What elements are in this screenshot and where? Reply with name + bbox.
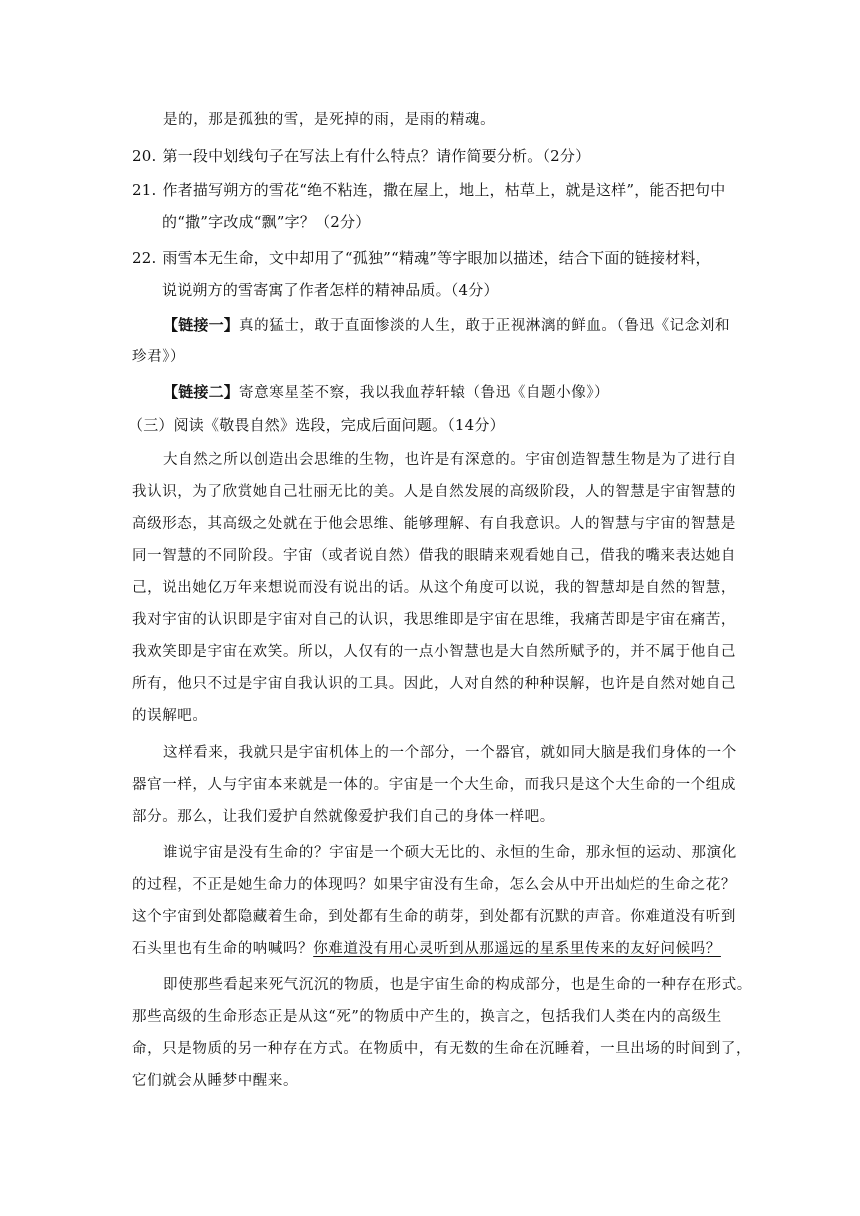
paragraph-3-line — [132, 939, 721, 959]
paragraph-1-line: 我对宇宙的认识即是宇宙对自己的认识，我思维即是宇宙在思维，我痛苦即是宇宙在痛苦， — [132, 612, 736, 628]
paragraph-4-line: 那些高级的生命形态正是从这“死”的物质中产生的，换言之，包括我们人类在内的高级生 — [132, 1009, 722, 1025]
paragraph-4-line: 它们就会从睡梦中醒来。 — [132, 1073, 299, 1089]
section-heading: （三）阅读《敬畏自然》选段，完成后面问题。（14分） — [128, 416, 505, 434]
paragraph-1-line: 己，说出她亿万年来想说而没有说出的话。从这个角度可以说，我的智慧却是自然的智慧， — [132, 580, 736, 596]
paragraph-3-line: 的过程，不正是她生命力的体现吗？如果宇宙没有生命，怎么会从中开出灿烂的生命之花？ — [132, 877, 736, 893]
paragraph-1-line: 我欢笑即是宇宙在欢笑。所以，人仅有的一点小智慧也是大自然所赋予的，并不属于他自己 — [132, 644, 736, 660]
paragraph-3-line: 谁说宇宙是没有生命的？宇宙是一个硕大无比的、永恒的生命，那永恒的运动、那演化 — [163, 845, 737, 861]
paragraph-4-line: 即使那些看起来死气沉沉的物质，也是宇宙生命的构成部分，也是生命的一种存在形式。 — [163, 977, 752, 993]
paragraph-1-line: 高级形态，其高级之处就在于他会思维、能够理解、有自我意识。人的智慧与宇宙的智慧是 — [132, 516, 736, 532]
paragraph-text: 石头里也有生命的呐喊吗？ — [132, 941, 314, 957]
question-number: 21. — [132, 181, 157, 199]
paragraph-1-line: 的误解吧。 — [132, 708, 208, 724]
paragraph-4-line: 命，只是物质的另一种存在方式。在物质中，有无数的生命在沉睡着，一旦出场的时间到了， — [132, 1041, 752, 1057]
paragraph-1-line: 我认识，为了欣赏她自己壮丽无比的美。人是自然发展的高级阶段，人的智慧是宇宙智慧的 — [132, 484, 736, 500]
question-21-cont: 的“撒”字改成“飘”字？（2分） — [162, 213, 371, 231]
underlined-sentence: 你难道没有用心灵听到从那遥远的星系里传来的友好问候吗？ — [313, 941, 721, 957]
link-tag: 【链接一】 — [163, 316, 240, 334]
paragraph-1-line: 同一智慧的不同阶段。宇宙（或者说自然）借我的眼睛来观看她自己，借我的嘴来表达她自 — [132, 548, 736, 564]
paragraph-3-line: 这个宇宙到处都隐藏着生命，到处都有生命的萌芽，到处都有沉默的声音。你难道没有听到 — [132, 909, 736, 925]
question-text: 第一段中划线句子在写法上有什么特点？请作简要分析。（2分） — [162, 147, 591, 165]
question-text: 作者描写朔方的雪花“绝不粘连，撒在屋上，地上，枯草上，就是这样”，能否把句中 — [162, 181, 726, 199]
paragraph-2-line: 器官一样，人与宇宙本来就是一体的。宇宙是一个大生命，而我只是这个大生命的一个组成 — [132, 777, 736, 793]
paragraph-1-line: 所有，他只不过是宇宙自我认识的工具。因此，人对自然的种种误解，也许是自然对她自己 — [132, 676, 736, 692]
top-line: 是的，那是孤独的雪，是死掉的雨，是雨的精魂。 — [163, 112, 496, 128]
link-text: 真的猛士，敢于直面惨淡的人生，敢于正视淋漓的鲜血。（鲁迅《记念刘和 — [239, 318, 731, 334]
question-number: 22. — [132, 249, 157, 267]
paragraph-2-line: 部分。那么，让我们爱护自然就像爱护我们自己的身体一样吧。 — [132, 809, 555, 825]
question-22-cont: 说说朔方的雪寄寓了作者怎样的精神品质。（4分） — [162, 281, 499, 299]
question-22 — [132, 248, 711, 268]
link-text: 寄意寒星荃不察，我以我血荐轩辕（鲁迅《自题小像》） — [239, 385, 610, 401]
paragraph-1-line: 大自然之所以创造出会思维的生物，也许是有深意的。宇宙创造智慧生物是为了进行自 — [163, 452, 737, 468]
question-text: 雨雪本无生命，文中却用了“孤独”“精魂”等字眼加以描述，结合下面的链接材料， — [162, 249, 711, 267]
link-one — [163, 315, 730, 336]
question-number: 20. — [132, 147, 157, 165]
link-tag: 【链接二】 — [163, 383, 240, 401]
question-20 — [132, 146, 590, 166]
link-two — [163, 382, 609, 403]
paragraph-2-line: 这样看来，我就只是宇宙机体上的一个部分，一个器官，就如同大脑是我们身体的一个 — [163, 745, 737, 761]
question-21 — [132, 180, 725, 200]
link-one-cont: 珍君》） — [132, 349, 186, 365]
